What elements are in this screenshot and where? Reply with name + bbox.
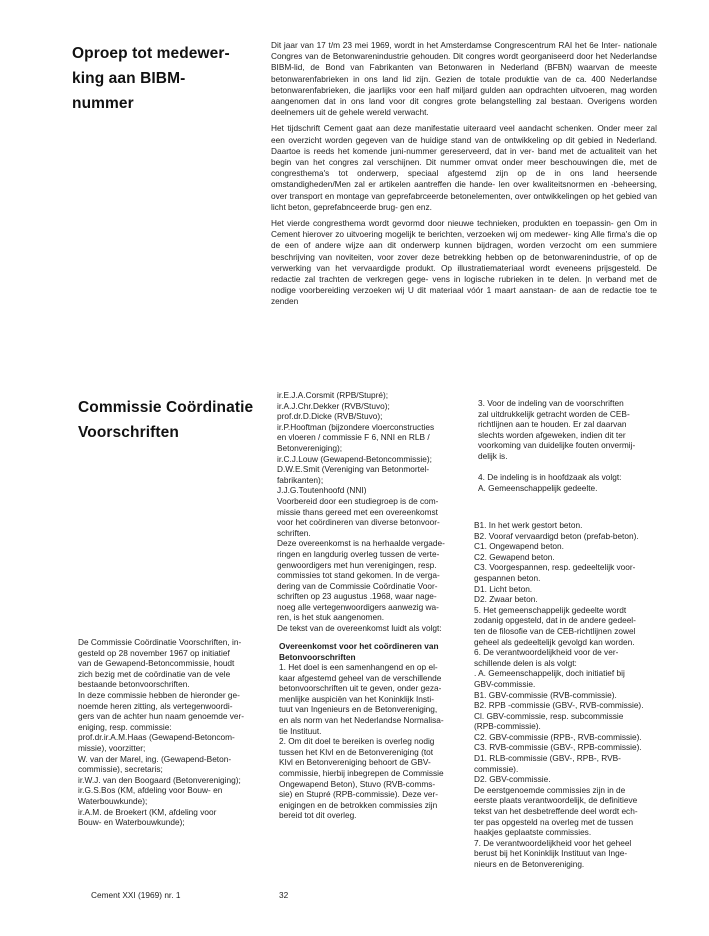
text-line: W. van der Marel, ing. (Gewapend-Beton- (78, 753, 232, 764)
text-line: eniging, resp. commissie: (78, 721, 172, 732)
overeenkomst-articles-3-4 (478, 398, 664, 493)
text-line: van de Gewapend-Betoncommissie, houdt (78, 658, 235, 669)
text-line: commissies tot stand gekomen. In de verga- (277, 570, 440, 581)
text-line: Waterbouwkunde); (78, 795, 148, 806)
text-line: ir.E.J.A.Corsmit (RPB/Stupré); (277, 390, 389, 400)
text-line: ir.W.J. van den Boogaard (Betonvereniging); (78, 774, 241, 785)
heading-line: king aan BIBM- (72, 70, 186, 87)
text-line: gesteld op 28 november 1967 op initiatief (78, 647, 230, 658)
overeenkomst-articles-4-7 (474, 520, 664, 870)
text-line: commissie, hierbij inbegrepen de Commissie (279, 767, 444, 778)
text-line: 3. Voor de indeling van de voorschriften (478, 398, 624, 408)
text-line: J.J.G.Toutenhoofd (NNI) (277, 485, 367, 496)
text-line: B1. In het werk gestort beton. (474, 520, 583, 530)
text-line: KIvl en Betonvereniging behoort de GBV- (279, 757, 431, 768)
text-line: gers van de achter hun naam genoemde ver- (78, 711, 245, 722)
text-line: Overeenkomst voor het coördineren van (279, 641, 439, 651)
text-line: dering van de Commissie Coördinatie Voor- (277, 580, 438, 591)
text-line: ir.P.Hooftman (bijzondere vloerconstructies (277, 421, 435, 432)
text-line: D.W.E.Smit (Vereniging van Betonmortel- (277, 464, 430, 475)
text-line: 5. Het gemeenschappelijk gedeelte wordt (474, 604, 627, 615)
text-line: Deze overeenkomst is na herhaalde vergade- (277, 538, 445, 549)
text-line: B1. GBV-commissie (RVB-commissie). (474, 689, 617, 700)
text-line: schriften. (277, 527, 311, 538)
text-line: ringen en langdurig overleg tussen de verte- (277, 548, 440, 559)
text-line: menlijke auspiciën van het Koninklijk Insti- (279, 693, 434, 704)
text-line: tekst van het desbetreffende deel wordt ech- (474, 806, 638, 817)
text-line: genwoordigers met hun verenigingen, resp. (277, 559, 437, 570)
overeenkomst-articles-1-2 (279, 662, 465, 821)
commissie-members-column (277, 390, 465, 634)
text-line: GBV-commissie. (474, 678, 536, 689)
text-line: delijk is. (478, 450, 508, 461)
text-line: noeg alle vertegenwoordigers aanwezig wa- (277, 601, 439, 612)
text-line: 1. Het doel is een samenhangend en op el- (279, 662, 438, 672)
text-line: betonvoorschriften uit te geven, onder geza- (279, 683, 442, 694)
text-line: Bouw- en Waterbouwkunde); (78, 817, 185, 828)
text-line: en vloeren / commissie F 6, NNI en RLB / (277, 432, 430, 443)
text-line: richtlijnen aan te houden. Er zal daarvan (478, 419, 627, 430)
text-line: B2. RPB -commissie (GBV-, RVB-commissie). (474, 700, 644, 711)
text-line: berust bij het Koninklijk Instituut van Inge- (474, 848, 628, 859)
text-line: schriften op 23 augustus .1968, waar nage- (277, 591, 437, 602)
text-line: kaar afgestemd geheel van de verschillende (279, 672, 442, 683)
text-line: noemde heren zitting, als vertegenwoordi- (78, 700, 233, 711)
text-line: ir.G.S.Bos (KM, afdeling voor Bouw- en (78, 785, 223, 796)
text-line: 4. De indeling is in hoofdzaak als volgt: (478, 472, 622, 483)
text-line: gespannen beton. (474, 572, 541, 583)
paragraph: Het vierde congresthema wordt gevormd door nieuwe technieken, produkten en toepassin- gen Om in Cement hierover zo uitvoering mogelijk te berichten, verzoeken wij om medewer- king Alle firma's die op de een of andere wijze aan dit onderwerp kunnen bijdragen, worden verzocht om een summiere beschrijving van noviteiten, voor zover deze betrekking hebben op de betonwarenindustrie, of op de verwerking van het vervaardigde produkt. Op illustratiemateriaal wordt eveneens prijsgesteld. De redactie zal trachten de verkregen gege- vens in logische rubrieken in te delen. |n verband met de nodige voorbereiding verzoeken wij U dit materiaal vóór 1 maart aanstaan- de aan de redactie toe te zenden (271, 218, 657, 307)
text-line: tussen het KIvl en de Betonvereniging (tot (279, 746, 434, 757)
heading-line: Commissie Coördinatie (78, 399, 254, 416)
text-line: D1. Licht beton. (474, 583, 533, 594)
text-line: De eerstgenoemde commissies zijn in de (474, 784, 626, 795)
text-line: C2. Gewapend beton. (474, 551, 555, 562)
text-line: Betonvereniging); (277, 442, 343, 453)
text-line: zodanig opgesteld, dat in de andere gedeel- (474, 615, 636, 626)
text-line: C3. RVB-commissie (GBV-, RPB-commissie). (474, 742, 642, 753)
text-line: voor het coördineren van diverse betonvoor- (277, 517, 440, 528)
section-heading-commissie (78, 395, 268, 445)
text-line: ir.A.J.Chr.Dekker (RVB/Stuvo); (277, 400, 390, 411)
text-line: D2. GBV-commissie. (474, 774, 551, 785)
text-line: slechts worden afgeweken, indien dit ter (478, 429, 626, 440)
text-line: bereid tot dit overleg. (279, 810, 357, 821)
text-line: A. Gemeenschappelijk gedeelte. (478, 482, 598, 493)
text-line: D2. Zwaar beton. (474, 594, 538, 605)
text-line: zal uitdrukkelijk getracht worden de CEB- (478, 408, 630, 419)
text-line: tuut van Ingenieurs en de Betonvereniging, (279, 704, 438, 715)
text-line: In deze commissie hebben de hieronder ge- (78, 689, 240, 700)
text-line: C1. Ongewapend beton. (474, 541, 564, 552)
text-line: D1. RLB-commissie (GBV-, RPB-, RVB- (474, 753, 621, 764)
paragraph: Het tijdschrift Cement gaat aan deze manifestatie uiteraard veel aandacht schenken. Onder meer zal een overzicht worden gegeven van de huidige stand van de ontwikkeling op dit gebied in Nederland. Daartoe is reeds het komende juni-nummer gereserveerd, dat in ver- band met de actualiteit van het begin van het congres zal verschijnen. Dit nummer omvat onder meer beschouwingen die, met de congresthema's tot onderwerp, speciaal afgestemd zijn op de in ons land heersende omstandigheden/Men zal er artikelen aantreffen die hande- len over kwaliteitsnormen en -beheersing, over transport en montage van geprefabrceerde betonelementen, over ontwikkelingen op het gebied van licht beton, geprefabnceerde brug- gen enz. (271, 123, 657, 212)
text-line: tie Instituut. (279, 725, 322, 736)
page-number: 32 (279, 890, 289, 900)
section-heading-oproep (72, 41, 262, 116)
text-line: fabrikanten); (277, 474, 324, 485)
text-line: . A. Gemeenschappelijk, doch initiatief bij (474, 668, 625, 679)
text-line: eerste plaats verantwoordelijk, de definitieve (474, 795, 638, 806)
text-line: missie), voorzitter; (78, 742, 146, 753)
text-line: ir.A.M. de Broekert (KM, afdeling voor (78, 806, 217, 817)
text-line: 2. Om dit doel te bereiken is overleg nodig (279, 736, 435, 747)
text-line: missie thans gereed met een overeenkomst (277, 506, 438, 517)
heading-line: Voorschriften (78, 424, 179, 441)
text-line: en als norm van het Nederlandse Normalisa- (279, 714, 444, 725)
text-line: zich bezig met de coördinatie van de vele (78, 668, 231, 679)
heading-line: Oproep tot medewer- (72, 45, 230, 62)
text-line: De tekst van de overeenkomst luidt als volgt: (277, 623, 442, 634)
text-line: Cl. GBV-commissie, resp. subcommissie (474, 710, 624, 721)
text-line: bestaande betonvoorschriften. (78, 679, 190, 690)
text-line: prof.dr.ir.A.M.Haas (Gewapend-Betoncom- (78, 732, 235, 743)
text-line (478, 462, 664, 473)
text-line: ter pas opgesteld na overleg met de tussen (474, 816, 634, 827)
text-line: schillende delen is als volgt: (474, 657, 577, 668)
heading-line: nummer (72, 95, 134, 112)
text-line: voorkoming van duidelijke fouten onvermij- (478, 440, 636, 451)
text-line: prof.dr.D.Dicke (RVB/Stuvo); (277, 411, 383, 422)
text-line: sie) en Stupré (RPB-commissie). Deze ver- (279, 789, 439, 800)
commissie-intro-column (78, 637, 268, 828)
text-line: commissie). (474, 763, 519, 774)
text-line: B2. Vooraf vervaardigd beton (prefab-beton). (474, 530, 639, 541)
text-line: De Commissie Coördinatie Voorschriften, in- (78, 637, 242, 647)
text-line: (RPB-commissie). (474, 721, 541, 732)
paragraph: Dit jaar van 17 t/m 23 mei 1969, wordt in het Amsterdamse Congrescentrum RAI het 6e Inter- nationale Congres van de Betonwarenindustrie gehouden. Dit congres wordt georganiseerd door het Nederlandse BIBM-lid, de Bond van Fabrikanten van Betonwaren in Nederland (BFBN) waarvan de meeste betonwarenfabrieken in ons land lid zijn. Gezien de totale produktie van de ca. 400 Nederlandse betonwarenfabrieken, die jaarlijks voor een half miljard gulden aan opdrachten uitvoeren, mag worden aangenomen dat in ons land voor dit congres grote belangstelling zal bestaan. Overigens worden deelnemers uit de gehele wereld verwacht. (271, 40, 657, 118)
oproep-body (271, 40, 657, 313)
text-line: ren, is het stuk aangenomen. (277, 612, 385, 623)
text-line: 7. De verantwoordelijkheid voor het geheel (474, 837, 632, 848)
text-line: commissie), secretaris; (78, 764, 163, 775)
text-line: haakjes geplaatste commissies. (474, 827, 592, 838)
text-line: Voorbereid door een studiegroep is de com- (277, 495, 439, 506)
text-line: ir.C.J.Louw (Gewapend-Betoncommissie); (277, 453, 432, 464)
text-line: Ongewapend Beton), Stuvo (RVB-comms- (279, 778, 436, 789)
footer-journal: Cement XXI (1969) nr. 1 (91, 890, 181, 900)
text-line: ten de filosofie van de CEB-richtlijnen zowel (474, 625, 636, 636)
text-line: Betonvoorschriften (279, 651, 356, 662)
text-line: C3. Voorgespannen, resp. gedeeltelijk voor- (474, 562, 636, 573)
overeenkomst-title (279, 641, 467, 662)
text-line: nieurs en de Betonvereniging. (474, 859, 585, 869)
text-line: 6. De verantwoordelijkheid voor de ver- (474, 647, 619, 658)
text-line: enigingen en de betrokken commissies zijn (279, 799, 438, 810)
text-line: C2. GBV-commissie (RPB-, RVB-commissie). (474, 731, 642, 742)
text-line: geheel als gedeeltelijk gevolgd kan worden. (474, 636, 635, 647)
